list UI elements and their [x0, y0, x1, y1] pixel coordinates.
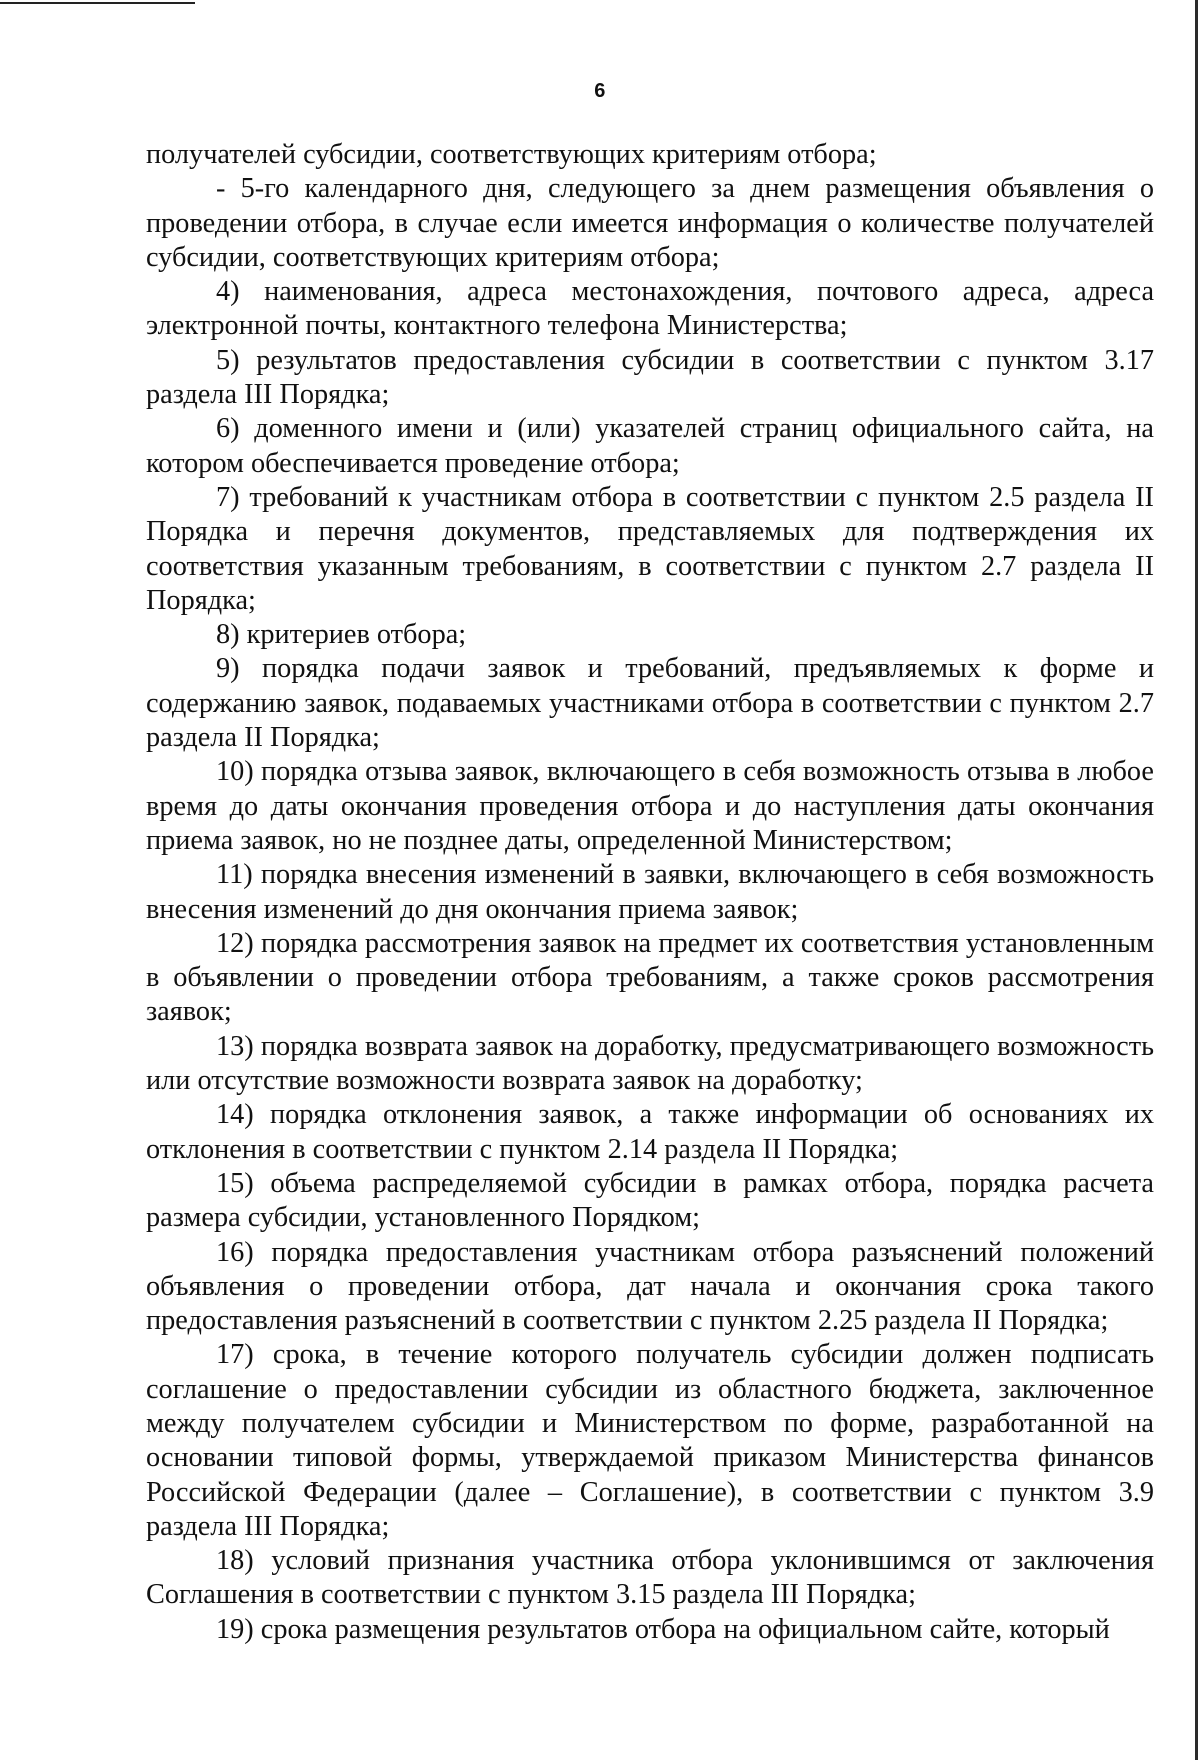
list-item-12: 12) порядка рассмотрения заявок на предмет их соответствия установленным в объявлении о проведении отбора требованиям, а также сроков рассмотрения заявок; — [146, 927, 1154, 1028]
list-item-17: 17) срока, в течение которого получатель субсидии должен подписать соглашение о предоставлении субсидии из областного бюджета, заключенное между получателем субсидии и Министерством по форме, разработанной на основании типовой формы, утверждаемой приказом Министерства финансов Российской Федерации (далее – Соглашение), в соответствии с пунктом 3.9 раздела III Порядка; — [146, 1339, 1154, 1542]
list-item-5: 5) результатов предоставления субсидии в соответствии с пунктом 3.17 раздела III Порядка; — [146, 344, 1154, 411]
list-item-15: 15) объема распределяемой субсидии в рамках отбора, порядка расчета размера субсидии, установленного Порядком; — [146, 1167, 1154, 1234]
list-item-10: 10) порядка отзыва заявок, включающего в себя возможность отзыва в любое время до даты окончания проведения отбора и до наступления даты окончания приема заявок, но не позднее даты, определенной Министерством; — [146, 756, 1154, 856]
list-item-9: 9) порядка подачи заявок и требований, предъявляемых к форме и содержанию заявок, подаваемых участниками отбора в соответствии с пунктом 2.7 раздела II Порядка; — [146, 653, 1154, 754]
list-item-14: 14) порядка отклонения заявок, а также информации об основаниях их отклонения в соответствии с пунктом 2.14 раздела II Порядка; — [146, 1099, 1154, 1165]
paragraph-continuation: получателей субсидии, соответствующих критериям отбора; — [146, 139, 877, 170]
paragraph-5th-day: - 5-го календарного дня, следующего за днем размещения объявления о проведении отбора, в случае если имеется информация о количестве получателей субсидии, соответствующих критериям отбора; — [146, 173, 1154, 273]
scan-edge-right — [1195, 0, 1198, 1760]
list-item-16: 16) порядка предоставления участникам отбора разъяснений положений объявления о проведении отбора, дат начала и окончания срока такого предоставления разъяснений в соответствии с пунктом 2.25 раздела II Порядка; — [146, 1236, 1154, 1337]
scan-edge-top — [0, 2, 195, 4]
list-item-6: 6) доменного имени и (или) указателей страниц официального сайта, на котором обеспечивается проведение отбора; — [146, 413, 1154, 479]
document-body — [146, 138, 1154, 1647]
list-item-11: 11) порядка внесения изменений в заявки, включающего в себя возможность внесения изменений до дня окончания приема заявок; — [146, 859, 1154, 925]
list-item-8: 8) критериев отбора; — [216, 619, 467, 651]
list-item-7: 7) требований к участникам отбора в соответствии с пунктом 2.5 раздела II Порядка и перечня документов, представляемых для подтверждения их соответствия указанным требованиям, в соответствии с пунктом 2.7 раздела II Порядка; — [146, 481, 1154, 616]
list-item-18: 18) условий признания участника отбора уклонившимся от заключения Соглашения в соответствии с пунктом 3.15 раздела III Порядка; — [146, 1545, 1154, 1611]
page-number: 6 — [594, 80, 606, 102]
list-item-13: 13) порядка возврата заявок на доработку, предусматривающего возможность или отсутствие возможности возврата заявок на доработку; — [146, 1030, 1154, 1097]
list-item-19: 19) срока размещения результатов отбора на официальном сайте, который — [216, 1613, 1110, 1645]
list-item-4: 4) наименования, адреса местонахождения, почтового адреса, адреса электронной почты, контактного телефона Министерства; — [146, 276, 1154, 342]
